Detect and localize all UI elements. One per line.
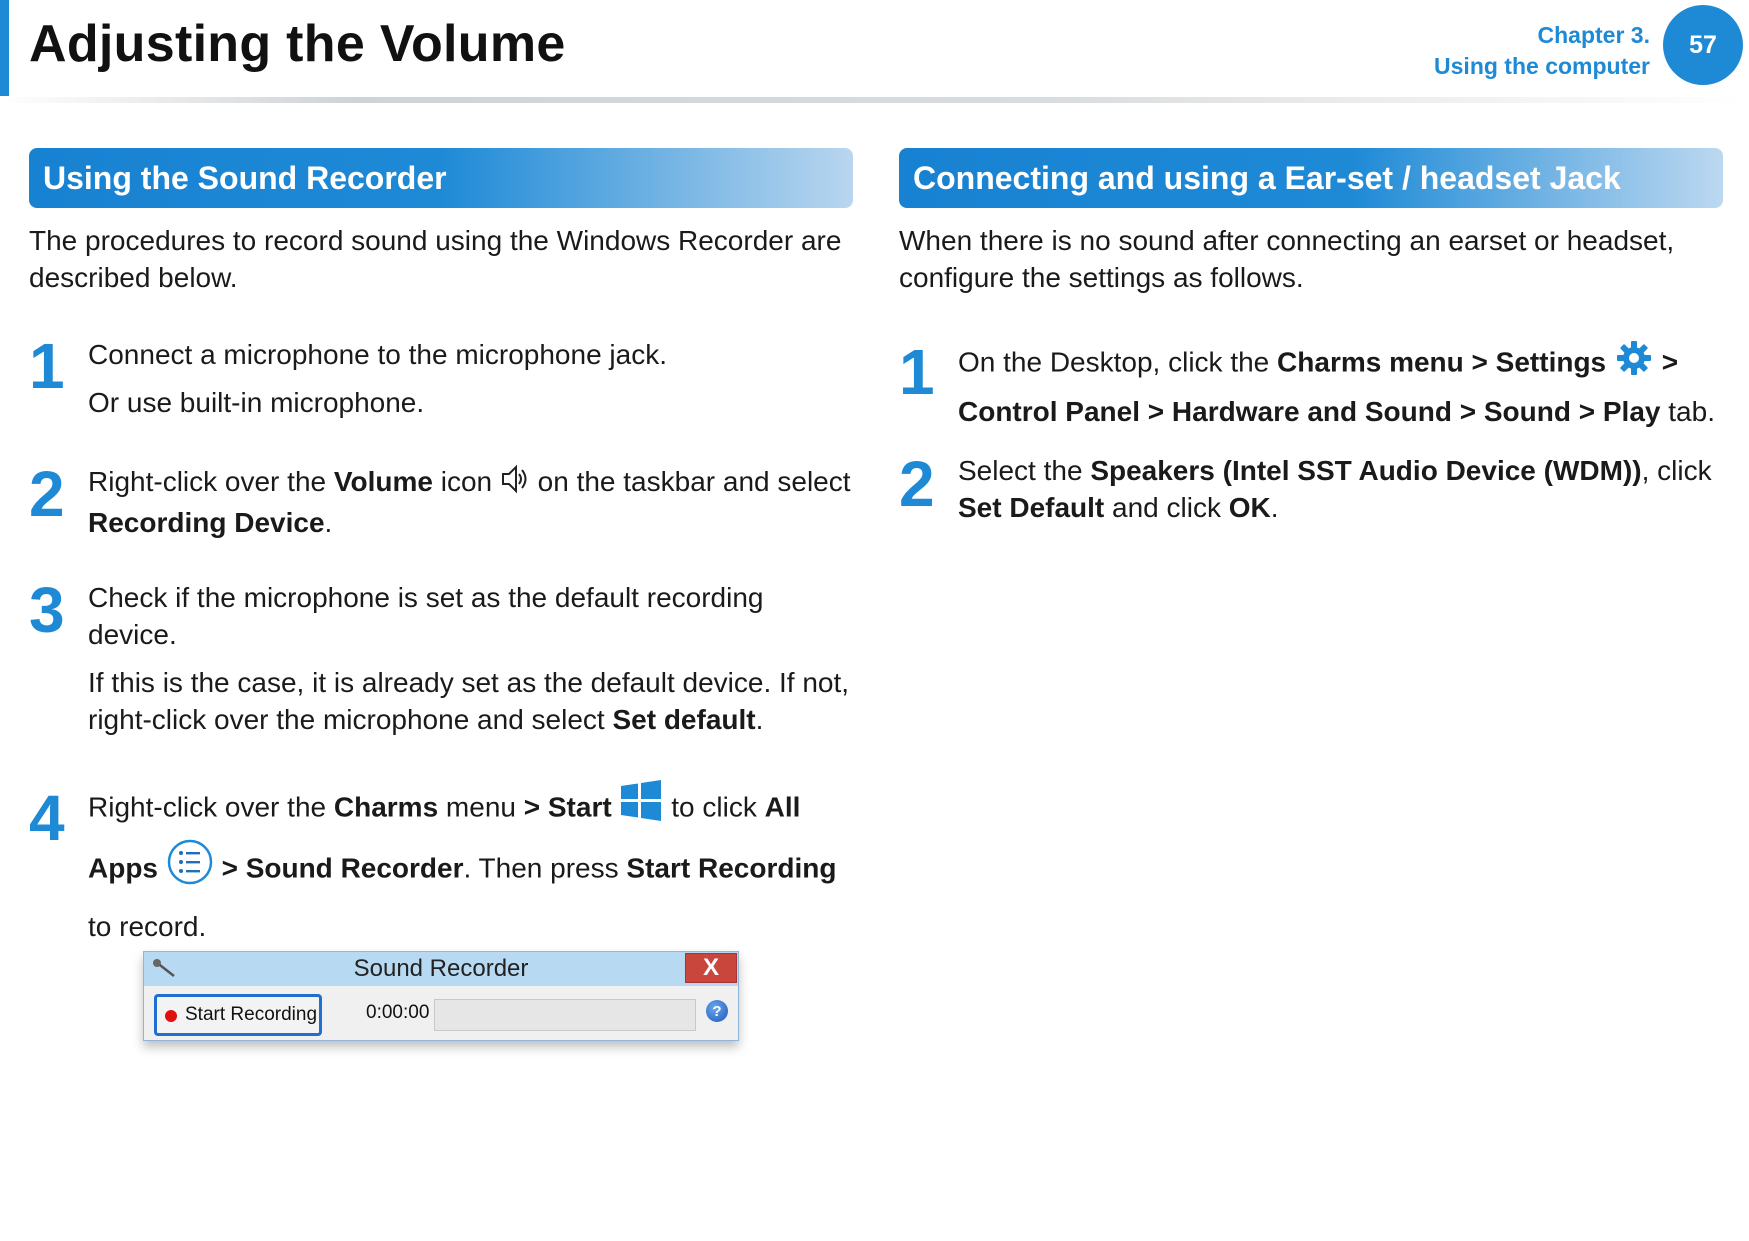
sound-recorder-label: > Sound Recorder [221, 852, 464, 884]
step-2-text [88, 463, 858, 541]
sound-recorder-body [144, 986, 738, 1040]
recording-device-label: Recording Device [88, 507, 325, 539]
step-text-run: . Then press [463, 852, 627, 884]
step-number: 2 [29, 458, 65, 530]
step-text-run: Right-click over the [88, 791, 334, 823]
ok-label: OK [1228, 492, 1271, 523]
step-text-run: to record. [88, 911, 207, 942]
gear-icon [1614, 338, 1654, 390]
step-number: 4 [29, 782, 65, 854]
step-text-run: Right-click over the [88, 466, 334, 497]
step-text-run: menu [438, 791, 524, 823]
charms-settings-label: Charms menu > Settings [1277, 346, 1607, 378]
step-text-run: , click [1641, 455, 1712, 486]
step-number: 2 [899, 448, 935, 520]
step-3-line-1: Check if the microphone is set as the default recording device. [88, 582, 764, 650]
set-default-label: Set Default [958, 492, 1105, 523]
record-dot-icon [165, 1010, 177, 1022]
section-intro-right: When there is no sound after connecting an earset or headset, configure the settings as follows. [899, 225, 1675, 293]
start-recording-button-label: Start Recording [185, 1004, 318, 1025]
step-number: 1 [899, 336, 935, 408]
all-apps-label: All Apps [88, 791, 801, 884]
step-1-line-2: Or use built-in microphone. [88, 387, 425, 418]
elapsed-time: 0:00:00 [366, 1002, 430, 1023]
right-step-2-text [958, 452, 1738, 526]
page-title: Adjusting the Volume [29, 15, 566, 73]
step-text-run: On the Desktop, click the [958, 346, 1278, 378]
step-1-line-1: Connect a microphone to the microphone jack. [88, 339, 667, 370]
title-accent-bar [0, 0, 9, 96]
step-number: 1 [29, 330, 65, 402]
control-panel-path-label: Control Panel > Hardware and Sound > Sound > Play [958, 396, 1661, 427]
start-label: > Start [523, 791, 612, 823]
all-apps-icon [166, 838, 214, 902]
start-recording-button[interactable] [154, 994, 322, 1036]
chapter-title: Using the computer [1434, 53, 1650, 79]
step-3-line-2 [88, 664, 858, 738]
sound-recorder-window [143, 951, 739, 1041]
right-step-1-text [958, 338, 1738, 433]
windows-start-icon [619, 780, 663, 838]
step-3-text [88, 579, 850, 738]
chapter-label [1434, 20, 1650, 82]
step-text-run: to click [663, 791, 765, 823]
speaker-icon [500, 463, 530, 504]
step-1-text [88, 336, 848, 421]
step-text-run: . [755, 704, 764, 735]
charms-label: Charms [333, 791, 439, 823]
volume-label: Volume [333, 466, 433, 497]
section-heading-headset-jack: Connecting and using a Ear-set / headset Jack [899, 148, 1723, 208]
section-intro-left: The procedures to record sound using the Windows Recorder are described below. [29, 225, 842, 293]
step-text-run: . [324, 507, 333, 539]
close-button[interactable]: X [685, 953, 737, 983]
chapter-number: Chapter 3. [1537, 22, 1650, 48]
step-text-run: . [1270, 492, 1279, 523]
section-heading-sound-recorder: Using the Sound Recorder [29, 148, 853, 208]
start-recording-label: Start Recording [626, 852, 837, 884]
step-text-run: > [1661, 346, 1679, 378]
sound-recorder-title: Sound Recorder [353, 955, 529, 982]
step-text-run: If this is the case, it is already set as the default device. If not, right-click over the microphone and select [88, 667, 850, 735]
step-text-run: tab. [1660, 396, 1715, 427]
step-text-run: and click [1104, 492, 1229, 523]
step-text-run: Select the [958, 455, 1091, 486]
step-text-run: icon [432, 466, 500, 497]
speakers-label: Speakers (Intel SST Audio Device (WDM)) [1090, 455, 1642, 486]
title-divider [0, 97, 1749, 103]
recording-progress-bar [434, 999, 696, 1031]
step-text-run: on the taskbar and select [529, 466, 851, 497]
help-button[interactable]: ? [706, 1000, 728, 1022]
step-number: 3 [29, 574, 65, 646]
step-4-text [88, 780, 858, 952]
set-default-label: Set default [612, 704, 756, 735]
page-number-badge: 57 [1663, 5, 1743, 85]
